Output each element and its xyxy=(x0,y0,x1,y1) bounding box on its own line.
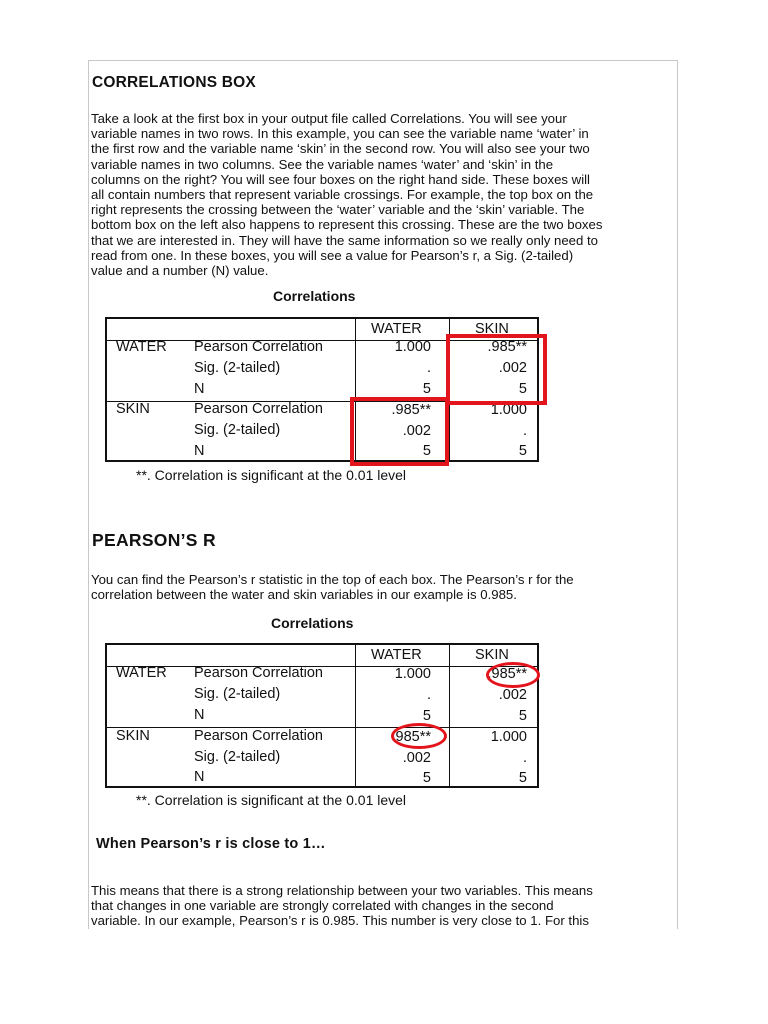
correlations-table xyxy=(105,643,539,788)
row-stat: Pearson Correlation xyxy=(194,665,323,681)
row-var-water: WATER xyxy=(116,665,167,681)
row-stat: Sig. (2-tailed) xyxy=(194,749,281,765)
paragraph-line: This means that there is a strong relationship between your two variables. This means xyxy=(91,883,593,898)
row-stat: N xyxy=(194,381,205,397)
table-footnote: **. Correlation is significant at the 0.01 level xyxy=(136,467,407,483)
column-header-water: WATER xyxy=(371,321,422,337)
cell-value: . xyxy=(522,423,527,439)
row-stat: Sig. (2-tailed) xyxy=(194,686,281,702)
paragraph-line: variable names in two rows. In this example, you can see the variable name ‘water’ in xyxy=(91,126,589,142)
highlight-box-water-skin xyxy=(350,397,449,466)
cell-value: . xyxy=(426,687,431,703)
column-header-skin: SKIN xyxy=(475,321,509,337)
table-footnote: **. Correlation is significant at the 0.01 level xyxy=(136,792,407,808)
cell-value: 5 xyxy=(422,443,431,459)
paragraph-line: variable names in two columns. See the variable names ‘water’ and ‘skin’ in the xyxy=(91,156,554,172)
paragraph-line: You can find the Pearson’s r statistic in the top of each box. The Pearson’s r for the xyxy=(91,572,574,587)
cell-value: 1.000 xyxy=(490,402,527,418)
row-stat: Sig. (2-tailed) xyxy=(194,360,281,376)
paragraph-line: right represents the crossing between the ‘water’ variable and the ‘skin’ variable. The xyxy=(91,202,585,218)
cell-value: .002 xyxy=(402,423,431,439)
cell-value: 5 xyxy=(518,708,527,724)
highlight-box-skin-water xyxy=(446,334,547,405)
heading-close-to-one: When Pearson’s r is close to 1… xyxy=(96,836,326,852)
paragraph-line: correlation between the water and skin variables in our example is 0.985. xyxy=(91,587,517,603)
cell-value: .002 xyxy=(402,750,431,766)
heading-correlations-box: CORRELATIONS BOX xyxy=(92,74,256,91)
paragraph-line: that changes in one variable are strongly correlated with changes in the second xyxy=(91,898,554,914)
paragraph-line: columns on the right? You will see four boxes on the right hand side. These boxes will xyxy=(91,171,590,187)
cell-value: 5 xyxy=(518,770,527,786)
column-header-water: WATER xyxy=(371,647,422,663)
paragraph-line: bottom box on the left also happens to represent this crossing. These are the two boxes xyxy=(91,217,603,233)
document-page xyxy=(88,60,678,929)
cell-value: .985** xyxy=(487,666,527,682)
row-var-skin: SKIN xyxy=(116,401,150,417)
paragraph-line: read from one. In these boxes, you will see a value for Pearson’s r, a Sig. (2-tailed) xyxy=(91,247,574,263)
paragraph-pearsons-r xyxy=(91,572,677,602)
highlight-oval-water-skin xyxy=(391,723,447,749)
highlight-oval-skin-water xyxy=(486,662,540,688)
paragraph-close-to-one xyxy=(91,883,677,929)
cell-value: .985** xyxy=(487,339,527,355)
cell-value: 1.000 xyxy=(490,729,527,745)
row-stat: Pearson Correlation xyxy=(194,401,323,417)
paragraph-line: variable. In our example, Pearson’s r is 0.985. This number is very close to 1. For this xyxy=(91,913,589,929)
cell-value: 5 xyxy=(422,770,431,786)
row-stat: N xyxy=(194,443,205,459)
row-stat: N xyxy=(194,707,205,723)
table-caption: Correlations xyxy=(271,615,354,631)
row-stat: Pearson Correlation xyxy=(194,728,323,744)
paragraph-line: the first row and the variable name ‘skin’ in the second row. You will also see your two xyxy=(91,141,590,157)
paragraph-line: value and a number (N) value. xyxy=(91,263,269,279)
cell-value: 5 xyxy=(422,381,431,397)
cell-value: . xyxy=(426,360,431,376)
column-header-skin: SKIN xyxy=(475,647,509,663)
cell-value: 5 xyxy=(518,381,527,397)
cell-value: . xyxy=(522,750,527,766)
cell-value: 1.000 xyxy=(394,666,431,682)
cell-value: 5 xyxy=(518,443,527,459)
row-stat: Pearson Correlation xyxy=(194,339,323,355)
row-stat: Sig. (2-tailed) xyxy=(194,422,281,438)
table-caption: Correlations xyxy=(273,288,356,304)
paragraph-line: Take a look at the first box in your output file called Correlations. You will see your xyxy=(91,111,567,126)
row-stat: N xyxy=(194,769,205,785)
row-var-water: WATER xyxy=(116,339,167,355)
cell-value: .985** xyxy=(391,402,431,418)
cell-value: .985** xyxy=(391,729,431,745)
paragraph-line: all contain numbers that represent variable crossings. For example, the top box on the xyxy=(91,187,594,203)
row-var-skin: SKIN xyxy=(116,728,150,744)
paragraph-correlations-box xyxy=(91,111,677,278)
cell-value: 5 xyxy=(422,708,431,724)
heading-pearsons-r: PEARSON’S R xyxy=(92,530,216,550)
cell-value: .002 xyxy=(498,687,527,703)
paragraph-line: that we are interested in. They will have the same information so we really only need to xyxy=(91,232,599,248)
cell-value: 1.000 xyxy=(394,339,431,355)
cell-value: .002 xyxy=(498,360,527,376)
